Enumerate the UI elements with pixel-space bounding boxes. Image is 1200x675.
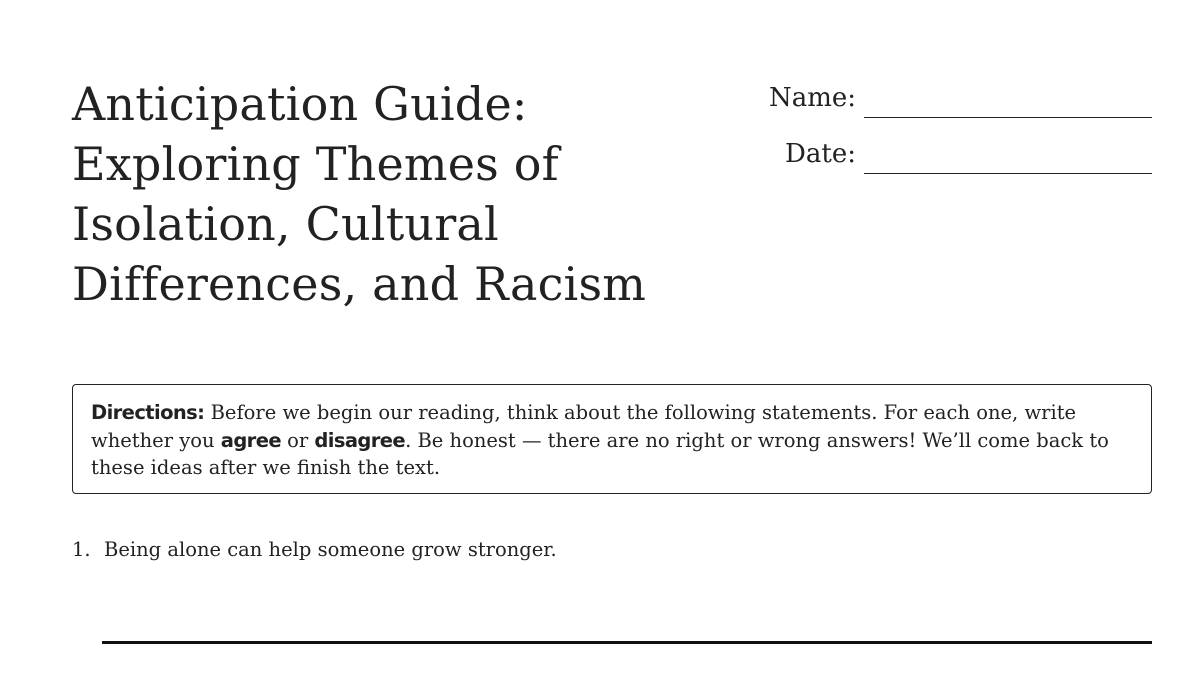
- directions-text-1: Before we begin our reading, think about the following statements. For each one, write whether you: [91, 401, 1077, 452]
- agree-word: agree: [220, 428, 281, 452]
- directions-text-2: or: [280, 428, 315, 452]
- name-label: Name:: [768, 83, 856, 113]
- statement-number: 1.: [72, 538, 91, 561]
- disagree-word: disagree: [314, 428, 406, 452]
- date-label: Date:: [785, 139, 856, 169]
- directions-label: Directions:: [91, 401, 205, 424]
- name-blank-line[interactable]: [864, 117, 1152, 118]
- name-field[interactable]: [732, 74, 1152, 118]
- worksheet-title: Anticipation Guide: Exploring Themes of Isolation, Cultural Differences, and Racism: [72, 77, 647, 311]
- student-info-fields: [732, 74, 1152, 186]
- date-blank-line[interactable]: [864, 173, 1152, 174]
- statement-list: [72, 536, 1152, 564]
- directions-box: [72, 384, 1152, 494]
- answer-line[interactable]: [102, 641, 1152, 644]
- statement-text: Being alone can help someone grow stronger.: [104, 538, 557, 561]
- directions-text-3: . Be honest — there are no right or wrong answers! We’ll come back to these ideas after we finish the text.: [91, 428, 1109, 479]
- date-field[interactable]: [732, 130, 1152, 174]
- statement-item: [72, 536, 1152, 564]
